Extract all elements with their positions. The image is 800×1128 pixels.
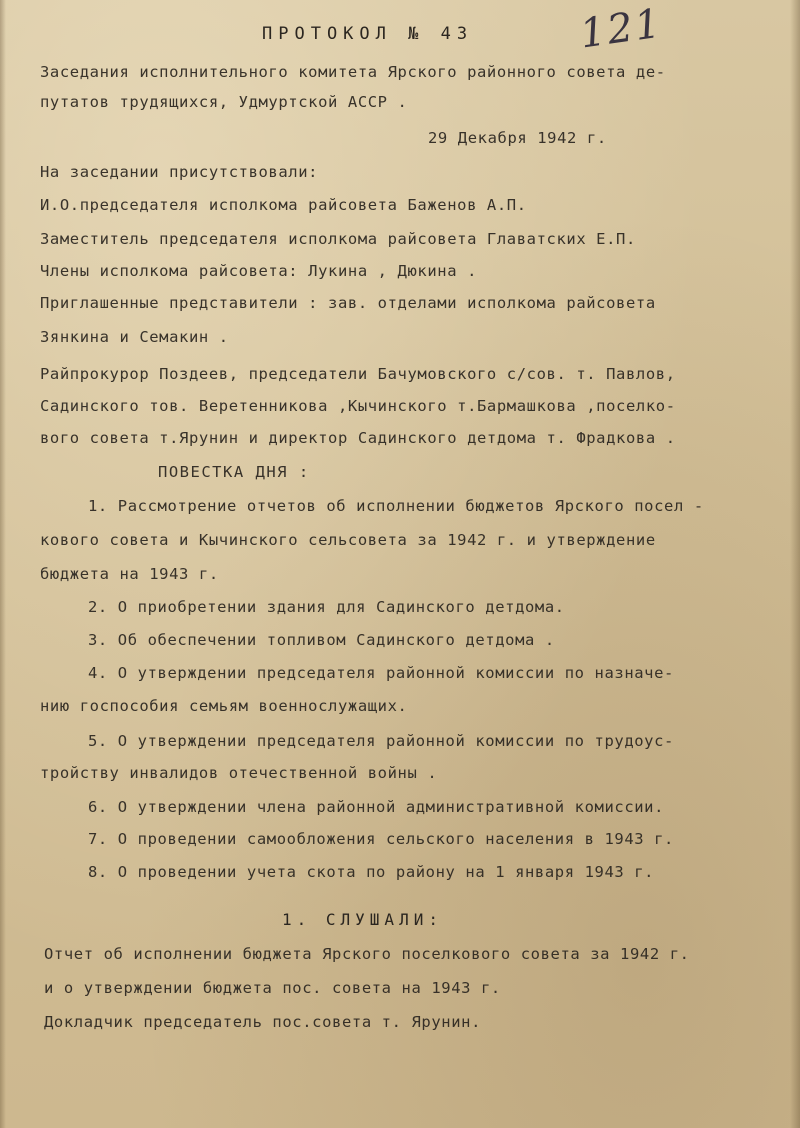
paper-edge-shadow (790, 0, 800, 1128)
attendance-members: Члены исполкома райсовета: Лукина , Дюкина . (40, 262, 477, 280)
agenda-item: 4. О утверждении председателя районной комиссии по назначе- (88, 664, 674, 682)
protocol-date: 29 Декабря 1942 г. (428, 129, 607, 147)
agenda-item: 2. О приобретении здания для Садинского детдома. (88, 598, 565, 616)
agenda-item: кового совета и Кычинского сельсовета за 1942 г. и утверждение (40, 531, 656, 549)
attendance-prosecutor: Садинского тов. Веретенникова ,Кычинского т.Бармашкова ,поселко- (40, 397, 676, 415)
intro-line: путатов трудящихся, Удмуртской АССР . (40, 93, 408, 111)
attendance-deputy: Заместитель председателя исполкома райсовета Главатских Е.П. (40, 230, 636, 248)
attendance-heading: На заседании присутствовали: (40, 163, 319, 181)
agenda-item: 6. О утверждении члена районной административной комиссии. (88, 798, 665, 816)
attendance-invited: Приглашенные представители : зав. отделами исполкома райсовета (40, 294, 656, 312)
section-text: Отчет об исполнении бюджета Ярского поселкового совета за 1942 г. (44, 945, 690, 963)
agenda-item: 1. Рассмотрение отчетов об исполнении бюджетов Ярского посел - (88, 497, 704, 515)
agenda-item: 3. Об обеспечении топливом Садинского детдома . (88, 631, 555, 649)
agenda-item: тройству инвалидов отечественной войны . (40, 764, 438, 782)
attendance-chair: И.О.председателя исполкома райсовета Баженов А.П. (40, 196, 527, 214)
agenda-item: 8. О проведении учета скота по району на 1 января 1943 г. (88, 863, 655, 881)
section-text: и о утверждении бюджета пос. совета на 1943 г. (44, 979, 501, 997)
paper-edge-shadow (0, 0, 6, 1128)
section-heading: 1. СЛУШАЛИ: (282, 910, 443, 929)
attendance-invited: Зянкина и Семакин . (40, 328, 229, 346)
section-text: Докладчик председатель пос.совета т. Ярунин. (44, 1013, 481, 1031)
agenda-item: 7. О проведении самообложения сельского населения в 1943 г. (88, 830, 674, 848)
intro-line: Заседания исполнительного комитета Ярского районного совета де- (40, 63, 666, 81)
archive-page-number: 121 (577, 0, 666, 58)
agenda-item: 5. О утверждении председателя районной комиссии по трудоус- (88, 732, 674, 750)
protocol-title: ПРОТОКОЛ № 43 (262, 24, 474, 44)
agenda-item: нию госпособия семьям военнослужащих. (40, 697, 408, 715)
attendance-prosecutor: Райпрокурор Поздеев, председатели Бачумовского с/сов. т. Павлов, (40, 365, 676, 383)
agenda-item: бюджета на 1943 г. (40, 565, 219, 583)
attendance-prosecutor: вого совета т.Ярунин и директор Садинского детдома т. Фрадкова . (40, 429, 676, 447)
agenda-heading: ПОВЕСТКА ДНЯ : (158, 463, 310, 481)
